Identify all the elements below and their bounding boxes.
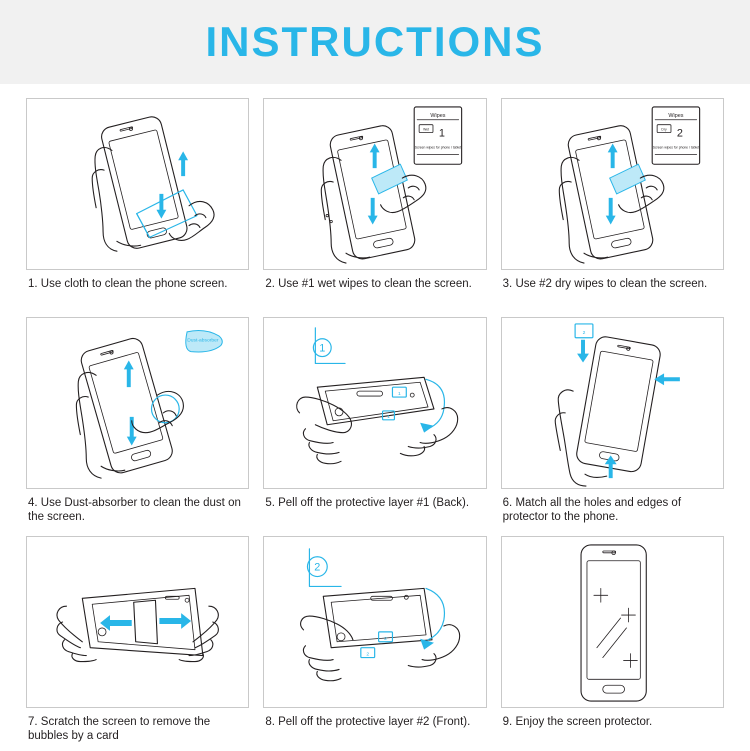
step-4-illustration (26, 317, 249, 489)
step-5-tab-number: 1 (398, 392, 402, 398)
step-5-callout-number: 1 (319, 342, 326, 355)
step-3-illustration (501, 98, 724, 270)
step-8 (263, 536, 486, 751)
step-9-caption: 9. Enjoy the screen protector. (502, 716, 653, 728)
step-6-caption: 6. Match all the holes and edges of protector to the phone. (502, 497, 682, 523)
peel-back-layer-icon (264, 318, 485, 488)
step-3 (501, 98, 724, 313)
hand-wiping-phone-with-cloth-icon (27, 99, 248, 269)
step-2-packet-number: 1 (439, 127, 446, 140)
step-4 (26, 317, 249, 532)
step-1-illustration (26, 98, 249, 270)
step-7 (26, 536, 249, 751)
step-5-caption: 5. Pell off the protective layer #1 (Back). (265, 497, 470, 509)
align-protector-arrows-icon (502, 318, 723, 488)
step-2-packet-desc: Screen wipes for phone / tablet (415, 145, 462, 150)
step-7-illustration (26, 536, 249, 708)
step-6-layer-number: 2 (582, 330, 586, 336)
finished-phone-sparkle-icon (502, 537, 723, 707)
page-title: INSTRUCTIONS (205, 18, 545, 65)
step-6 (501, 317, 724, 532)
step-3-packet-desc: Screen wipes for phone / tablet (652, 145, 699, 150)
step-8-illustration (263, 536, 486, 708)
step-3-packet-number: 2 (676, 127, 683, 140)
step-8-caption: 8. Pell off the protective layer #2 (Front). (265, 716, 471, 728)
card-squeegee-bubbles-icon (27, 537, 248, 707)
step-2-packet-type: Wet (423, 127, 430, 132)
step-8-callout-number: 2 (314, 561, 321, 574)
step-8-layer-number: 2 (366, 652, 370, 658)
step-2-illustration (263, 98, 486, 270)
hand-wiping-phone-with-wet-wipe-icon (264, 99, 485, 269)
step-8-tab-number: 2 (384, 636, 388, 642)
peel-front-layer-icon (264, 537, 485, 707)
step-3-packet-type: Dry (661, 127, 667, 132)
hand-wiping-phone-with-dry-wipe-icon (502, 99, 723, 269)
step-5 (263, 317, 486, 532)
poster-header (0, 0, 750, 84)
steps-grid (0, 84, 750, 751)
step-2-caption: 2. Use #1 wet wipes to clean the screen. (265, 278, 472, 290)
step-1-caption: 1. Use cloth to clean the phone screen. (28, 278, 228, 290)
dust-absorber-sticker-icon (27, 318, 248, 488)
step-9-illustration (501, 536, 724, 708)
step-2 (263, 98, 486, 313)
step-5-layer-number: 1 (387, 414, 391, 420)
step-3-caption: 3. Use #2 dry wipes to clean the screen. (502, 278, 708, 290)
step-3-packet-title: Wipes (668, 112, 684, 119)
step-4-caption: 4. Use Dust-absorber to clean the dust on the screen. (28, 497, 241, 523)
step-2-packet-title: Wipes (430, 112, 446, 119)
step-9 (501, 536, 724, 751)
step-6-illustration (501, 317, 724, 489)
step-4-absorber-label: Dust-absorber (187, 338, 219, 344)
step-7-caption: 7. Scratch the screen to remove the bubbles by a card (28, 716, 211, 742)
step-1 (26, 98, 249, 313)
step-5-illustration (263, 317, 486, 489)
